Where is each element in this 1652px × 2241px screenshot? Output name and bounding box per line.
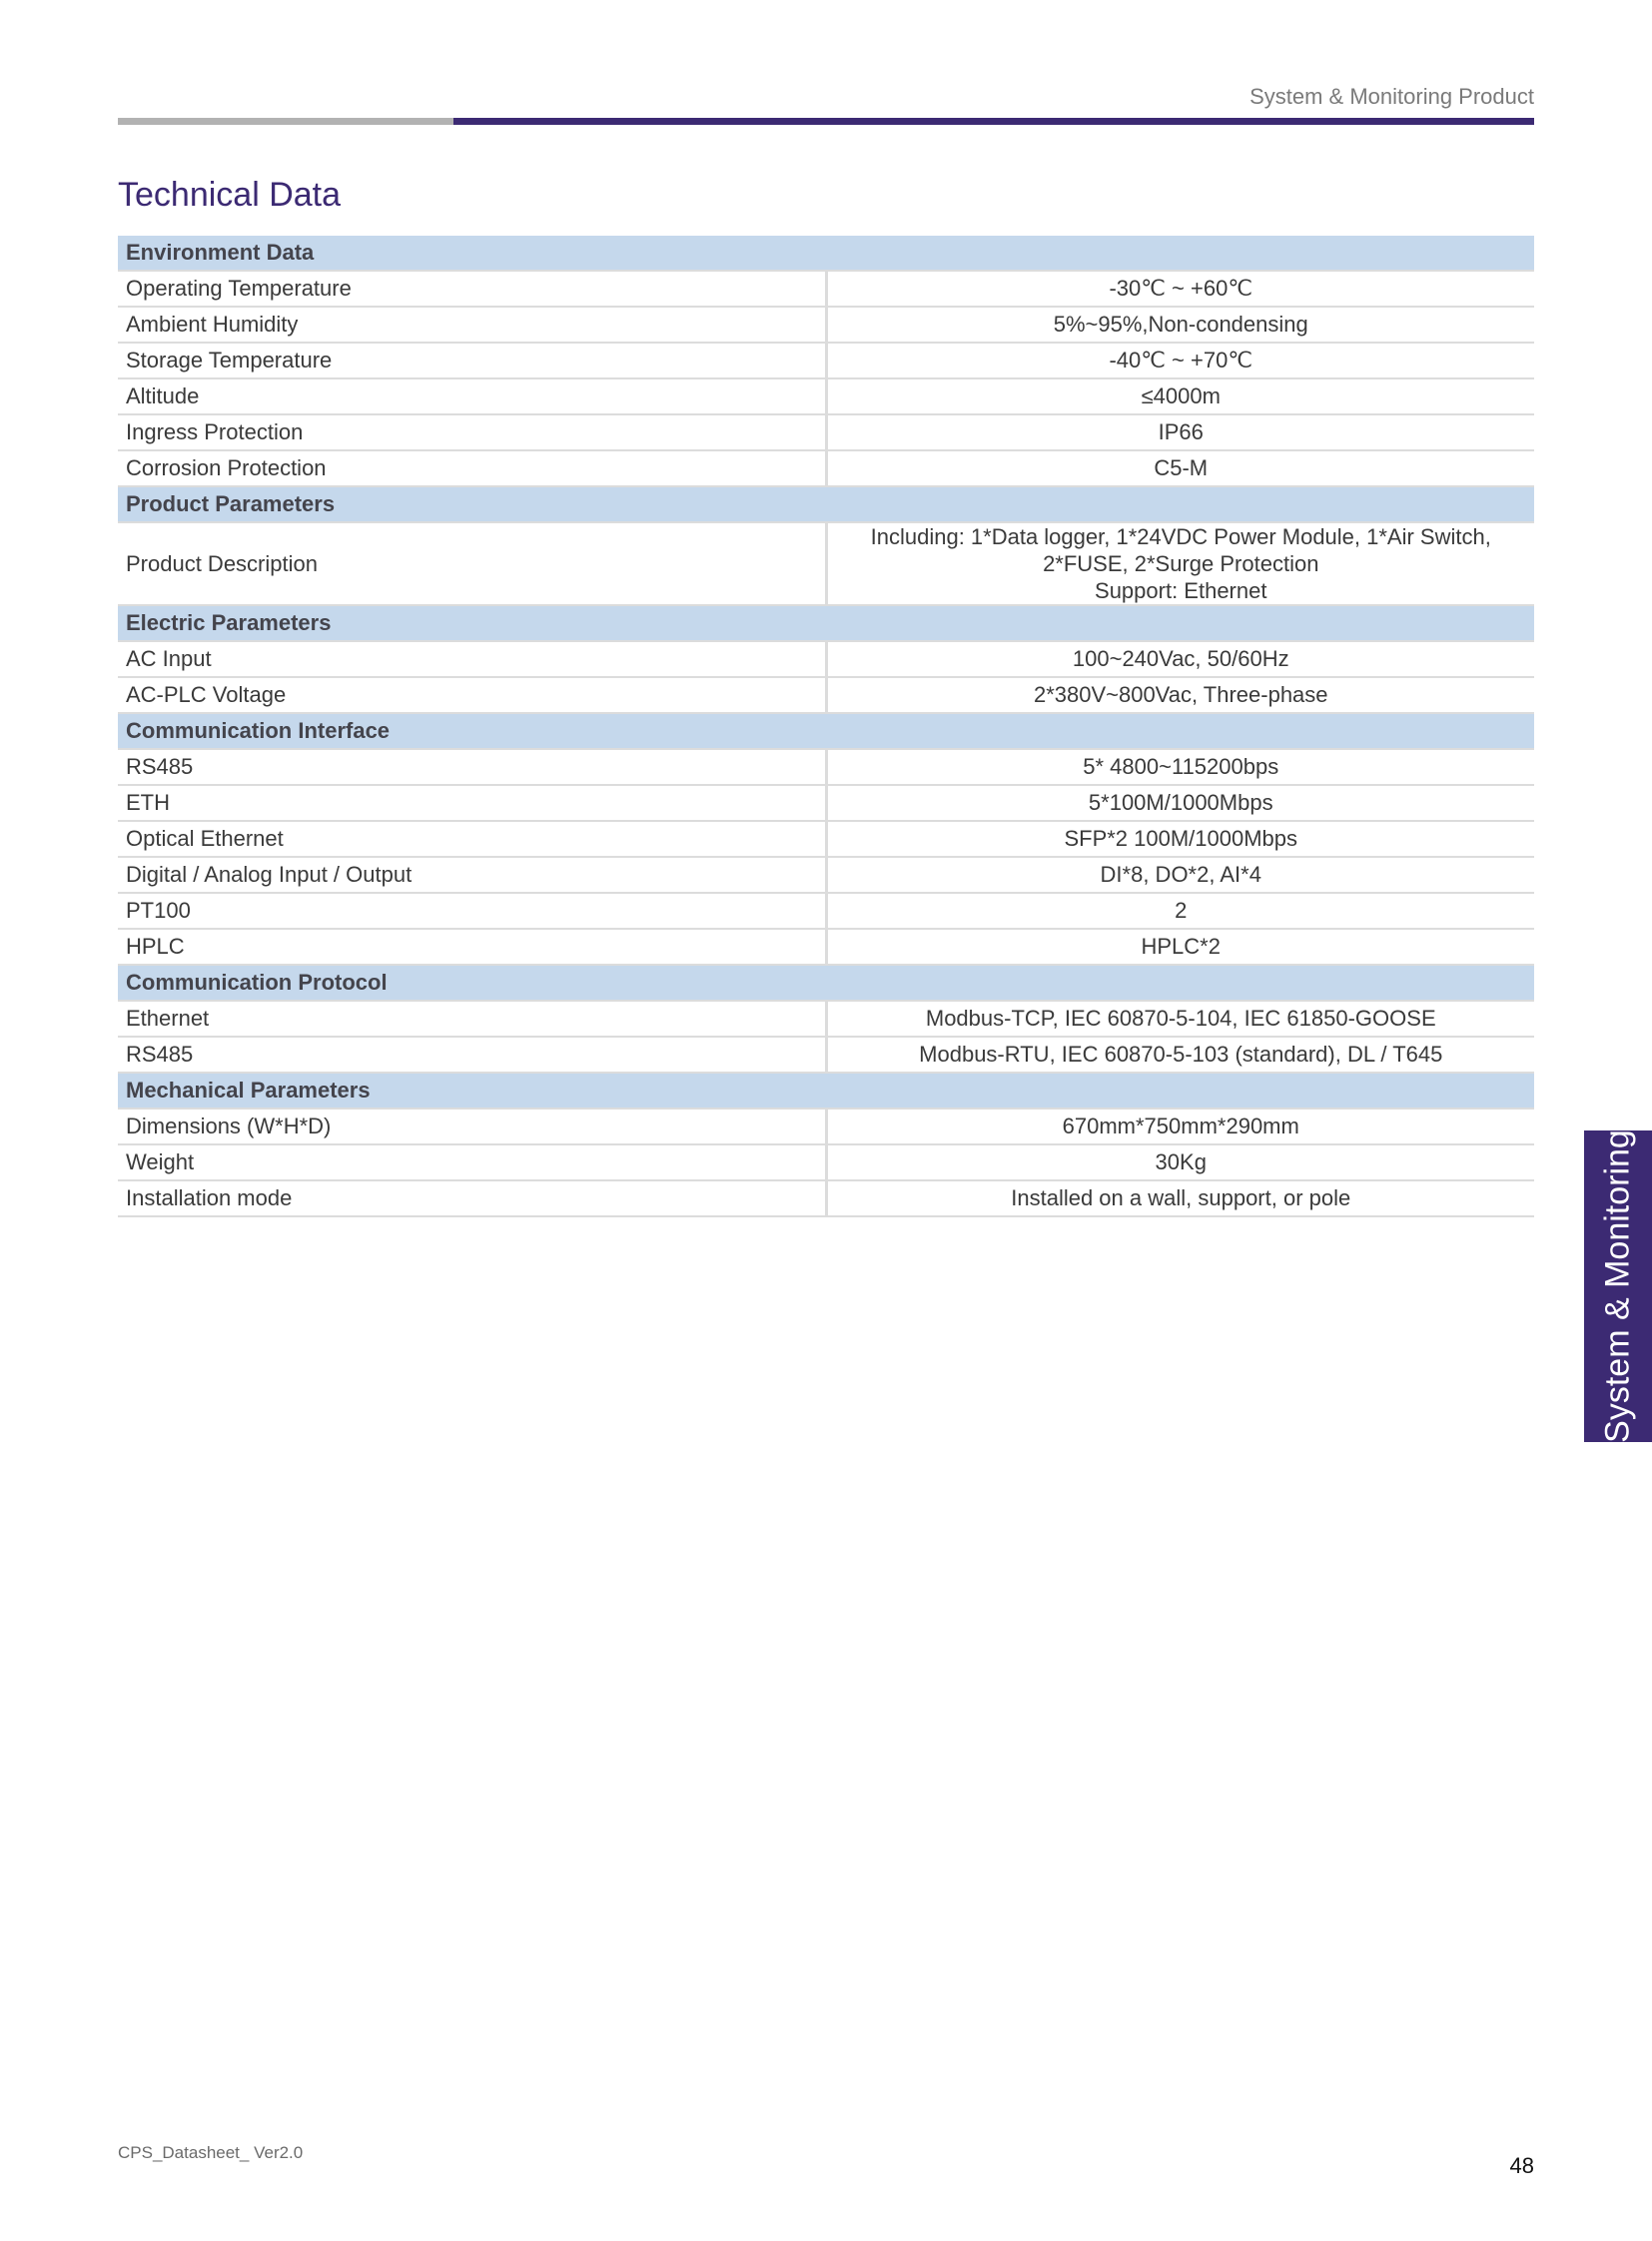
row-label: Digital / Analog Input / Output [118,857,826,893]
technical-data-table [118,236,1534,1217]
section-heading: Environment Data [118,236,1534,271]
table-row [118,522,1534,605]
row-label: Altitude [118,378,826,414]
row-value [826,522,1534,605]
row-value: SFP*2 100M/1000Mbps [826,821,1534,857]
row-label: Storage Temperature [118,343,826,378]
section-heading: Product Parameters [118,486,1534,522]
footer-doc-id: CPS_Datasheet_ Ver2.0 [118,2143,304,2162]
table-row [118,821,1534,857]
page-title: Technical Data [118,176,342,214]
row-value: IP66 [826,414,1534,450]
page-number: 48 [1509,2153,1534,2178]
row-label: RS485 [118,749,826,785]
row-value: 5%~95%,Non-condensing [826,307,1534,343]
section-header-row [118,236,1534,271]
table-row [118,893,1534,929]
table-row [118,677,1534,713]
row-label: RS485 [118,1037,826,1073]
section-header-row [118,965,1534,1001]
header-rule-gray [118,118,453,125]
row-label: PT100 [118,893,826,929]
row-label: Installation mode [118,1180,826,1216]
section-header-row [118,486,1534,522]
row-label: Product Description [118,522,826,605]
section-heading: Electric Parameters [118,605,1534,641]
row-label: Ingress Protection [118,414,826,450]
row-value: 5*100M/1000Mbps [826,785,1534,821]
table-row [118,929,1534,965]
table-row [118,271,1534,307]
row-value: -30℃ ~ +60℃ [826,271,1534,307]
row-value: Modbus-RTU, IEC 60870-5-103 (standard), DL / T645 [826,1037,1534,1073]
row-value: -40℃ ~ +70℃ [826,343,1534,378]
header-rule-purple [453,118,1534,125]
table-row [118,343,1534,378]
row-value: 5* 4800~115200bps [826,749,1534,785]
row-label: Corrosion Protection [118,450,826,486]
row-label: AC Input [118,641,826,677]
row-label: ETH [118,785,826,821]
row-value-line: Support: Ethernet [1095,578,1267,603]
row-value: Installed on a wall, support, or pole [826,1180,1534,1216]
row-label: Ambient Humidity [118,307,826,343]
section-heading: Communication Interface [118,713,1534,749]
row-value: HPLC*2 [826,929,1534,965]
table-row [118,450,1534,486]
row-value-line: Including: 1*Data logger, 1*24VDC Power Module, 1*Air Switch, 2*FUSE, 2*Surge Protection [870,524,1491,576]
section-header-row [118,713,1534,749]
running-header: System & Monitoring Product [1249,84,1534,109]
row-value: ≤4000m [826,378,1534,414]
row-label: Dimensions (W*H*D) [118,1109,826,1144]
row-label: Ethernet [118,1001,826,1037]
side-tab [1584,1130,1652,1442]
section-header-row [118,605,1534,641]
table-row [118,1180,1534,1216]
table-row [118,785,1534,821]
table-row [118,1109,1534,1144]
row-label: Operating Temperature [118,271,826,307]
row-value: 30Kg [826,1144,1534,1180]
table-row [118,414,1534,450]
row-value: 2*380V~800Vac, Three-phase [826,677,1534,713]
section-header-row [118,1073,1534,1109]
row-value: 2 [826,893,1534,929]
row-label: HPLC [118,929,826,965]
table-row [118,641,1534,677]
table-row [118,307,1534,343]
row-value: 670mm*750mm*290mm [826,1109,1534,1144]
row-label: Weight [118,1144,826,1180]
table-row [118,378,1534,414]
row-label: Optical Ethernet [118,821,826,857]
table-row [118,1037,1534,1073]
table-row [118,1144,1534,1180]
section-heading: Communication Protocol [118,965,1534,1001]
table-row [118,1001,1534,1037]
section-heading: Mechanical Parameters [118,1073,1534,1109]
row-value: C5-M [826,450,1534,486]
row-label: AC-PLC Voltage [118,677,826,713]
side-tab-label: System & Monitoring [1598,1129,1637,1443]
table-row [118,749,1534,785]
table-row [118,857,1534,893]
row-value: Modbus-TCP, IEC 60870-5-104, IEC 61850-GOOSE [826,1001,1534,1037]
row-value: DI*8, DO*2, AI*4 [826,857,1534,893]
row-value: 100~240Vac, 50/60Hz [826,641,1534,677]
